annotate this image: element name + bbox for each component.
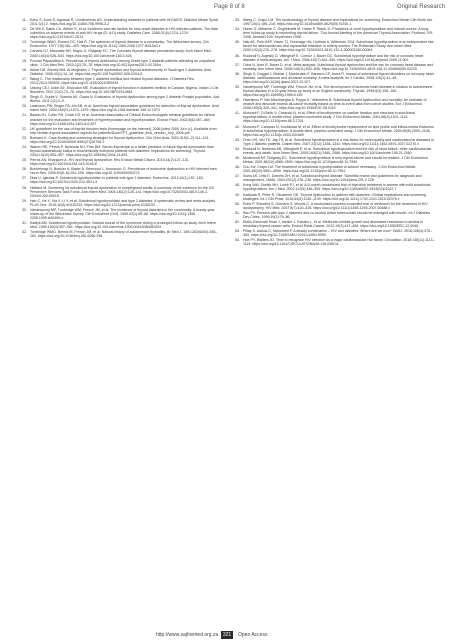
reference-entry — [235, 229, 435, 237]
reference-entry — [22, 230, 222, 238]
reference-text: Hak AE, Pols HAP, Visser TJ, Drexhage HA, Hofman A, Witteman JCM. Subclinical hypothyroidism is an independent risk factor for atherosclerosis and myocardial infarction in elderly women: The Rotterdam Study. Ann Intern Med. 2000;132(4):270–278. https://doi.org/10.7326/0003-4819-132-4-200002150-00004 — [243, 40, 434, 53]
reference-text: Perros AN, Khangure A. HIV and thyroid dysfunction. Rev Endocr Metab Disord. 2013;14(2):127–131. https://doi.org/10.1007/s11154-013-9248-6 — [30, 158, 190, 167]
reference-number: 44. — [235, 146, 240, 151]
reference-text: Singh G, Gupta V, Sharma AK, Gupta N. Evaluation of thyroid dysfunction among type 2 diabetic Punjabi population. Adv Biores. 2011;2(2):3–9. — [30, 95, 220, 104]
reference-entry — [235, 85, 435, 97]
reference-text: Pozzan Papazafeia A. Prevalence of thyroid dysfunction among Greek type 2 diabetic patients attending an outpatient clinic. J Clin Med Res. 2010;2(2):75–78. https://doi.org/10.4021/jocmr2010.03.281w — [30, 58, 215, 67]
reference-text: Wang C. The relationship between type 2 diabetes mellitus and related thyroid diseases. J Diabetes Res. 2013;2013:390534. https://doi.org/10.1155/2013/390534 — [30, 76, 195, 85]
reference-text: Wang C, Crapo LM. The epidemiology of thyroid disease and implications for screening. Endocrinol Metab Clin North Am. 1997;26(1):189–218. https://doi.org/10.1016/s0889-8529(05)70240-1 — [243, 18, 434, 27]
reference-entry — [235, 165, 435, 173]
reference-text: De Wit S, Sabin CA, Weber R, et al. Incidence and risk factors for new-onset diabetes in HIV-infected patients. The data collection on adverse events of anti-HIV drugs (D: A:D) study. Diabetes Care. 2008;31(6):1224–1229. https://doi.org/10.2337/dc07-2013 — [30, 27, 218, 40]
reference-number: 33. — [235, 18, 240, 22]
reference-text: Rohit P, Shevdha S, Gorbach S, Woods C. A randomized placebo-controlled trial of metformin for the treatment of HIV lipodystrophy. HIV Med. 2007;8(7):420–426. https://doi.org/10.1111/j.1468-1293.2007.00488.x — [243, 201, 428, 210]
reference-text: Surks MI, Ortiz E, Daniels GH, et al. Subclinical thyroid disease: Scientific review and guidelines for diagnosis and management. JAMA. 2004;291(2):228–238. https://doi.org/10.1001/jama.291.2.228 — [243, 174, 422, 183]
reference-text: UK guidelines for the use of thyroid function tests [homepage on the Internet]. 2006 [cited 2006 Jul n.d.]. Available from: http://british-thyroid-association.org/info-for-patients/Docs/TFT_guideline_final_version_July_2006.pdf — [30, 126, 218, 135]
reference-text: Helfand M. Screening for subclinical thyroid dysfunction in nonpregnant adults: A summary of the evidence for the US Preventive Services Task Force. Ann Intern Med. 2004;140(2):128–141. https://doi.org/10.7326/0003-4819-140-2-200401200-00015 — [30, 185, 214, 198]
reference-number: 29. — [22, 198, 27, 203]
reference-number: 20. — [22, 104, 27, 109]
reference-entry — [235, 220, 435, 228]
reference-entry — [235, 202, 435, 210]
reference-text: Kahu S, Koris D, Agrawal R, Unnikrishnan AG. Understanding diabetes in patients with HIV/AIDS. Diabetol Metab Syndr. 2011;3(1):2. https://doi.org/10.1186/1758-5996-3-2 — [30, 18, 219, 27]
reference-text: Tunbridge WMG, Brewis M, French JM, et al. Natural history of autoimmune thyroiditis. Br Med J. 1981;282(6260):258–262. https://doi.org/10.1136/bmj.282.6260.258 — [30, 230, 218, 239]
reference-number: 30. — [22, 207, 27, 212]
reference-entry — [235, 156, 435, 164]
reference-text: Haentjens P, Van Meerhaeghe A, Poppe K, Velkeniers B. Subclinical thyroid dysfunction and mortality: An estimate of relative and absolute excess all-cause mortality based on time-to-event data from cohort studies. Eur J Endocrinol. 2008;159(3):329–341. https://doi.org/10.1530/EJE-08-0110 — [243, 98, 427, 111]
reference-entry — [235, 18, 435, 26]
reference-number: 49. — [235, 192, 240, 197]
reference-number: 19. — [22, 95, 27, 100]
article-type-label: Original Research — [396, 4, 445, 10]
reference-entry — [235, 138, 435, 146]
reference-number: 32. — [22, 230, 27, 235]
reference-number: 54. — [235, 238, 240, 243]
reference-number: 17. — [22, 76, 27, 81]
reference-text: Baskin HJ, Cobin RH, Duick DS, et al. American Association of Clinical Endocrinologists medical guidelines for clinical practice for the evaluation and treatment of hyperthyroidism and hypothyroidism. Endocr Pract. 2002;8(6):457–469. https://doi.org/10.4158/1934-2403-8.6.457 — [30, 113, 215, 126]
reference-text: Udiong CEJ, Udoh AE, Etukudoh ME. Evaluation of thyroid function in diabetes mellitus in Calabar, Nigeria. Indian J Clin Biochem. 2007;22(2):74–78. https://doi.org/10.1007/BF02912884 — [30, 86, 219, 95]
reference-text: Rao PV. Persons with type 2 diabetes and co-morbid active tuberculosis should be managed with insulin. Int J Diabetes Dev Ctries. 1999;19(1):79–86. — [243, 210, 431, 219]
reference-text: Monzani F, Di Bello V, Caraccio N, et al. Effect of levothyroxine on cardiac function and structure in subclinical hypothyroidism: A double blind, placebo-controlled study. J Clin Endocrinol Metab. 2001;86(3):1110–1115. https://doi.org/10.1210/jcem.86.3.7291 — [243, 111, 415, 124]
reference-number: 36. — [235, 53, 240, 58]
reference-entry — [22, 186, 222, 198]
reference-text: Bonkirimayi N, Bonuier A, Bader A, Semrouni L, Amouroux G. Prevalence of endocrine dysfunction in HIV infected men. Horm Res. 2000;54(5–6):294–295. https://doi.org/10.1159/000053274 — [30, 167, 218, 176]
reference-entry — [22, 59, 222, 67]
reference-text: Kong WM, Sheikh MH, Lumb PJ, et al. A 6-month randomized trial of thyroxine treatment in women with mild subclinical hypothyroidism. Am J Med. 2002;112(5):348–354. https://doi.org/10.1016/s0002-9343(02)01022-7 — [243, 183, 431, 192]
reference-entry — [22, 49, 222, 57]
reference-text: Monzani F, Caraccio N, Kozàkowà M, et al. Effect of levothyroxine replacement on lipid profile and intima-media thickness in subclinical hypothyroidism: A double-blind, placebo-controlled study. J Clin Endocrinol Metab. 2004;89(5):2099–2106. https://doi.org/10.1210/jc.2003-031669 — [243, 124, 434, 137]
reference-number: 45. — [235, 156, 240, 161]
reference-text: Pillay S, Aldous C, Mahomed F. A deadly combination – HIV and diabetes: Where are we now? SAMJ. 2016;106(4):378–383. https://doi.org/10.7196/SAMJ.2016.v106i4.9950 — [243, 229, 433, 238]
reference-entry — [235, 125, 435, 137]
reference-text: Chen HS, Wu TE, Jap TS, et al. Subclinical hypothyroidism is a risk factor for nephropathy and cardiovascular diseases in Type 2 diabetic patients. Diabet Med. 2007;24(12):1336–1344. https://doi.org/10.1111/j.1464-5491.2007.02270.x — [243, 137, 434, 146]
reference-number: 35. — [235, 40, 240, 45]
reference-entry — [22, 176, 222, 184]
reference-text: Mcdermott MT, Ridgway EC. Subclinical hypothyroidism is mild thyroid failure and should be treated. J Clin Endocrinol Metab. 2001;86(10):4585–4590. https://doi.org/10.1210/jcem.86.10.7959 — [243, 156, 428, 165]
reference-entry — [235, 72, 435, 84]
open-access-label: Open Access — [238, 632, 268, 638]
reference-text: Huber G, Mitrache C, Guglielmetti M, Huber P, Staub JJ. Predictors of overt hypothyroidism and natural course: A long-term follow-up study in impending thyroid failure. 71st Annual Meeting of the American Thyroid Association; Portland, OR; 1998. Abstract 109; September 1998. — [243, 27, 433, 40]
reference-text: Ladenson PW, Singer PA, Ain KB, et al. American thyroid association guidelines for detection of thyroid dysfunction. Arch Intern Med. 2000;160(11):1573–1575. https://doi.org/10.1001/archinte.160.11.1573 — [30, 104, 220, 113]
reference-entry — [235, 54, 435, 62]
reference-number: 31. — [22, 221, 27, 226]
reference-entry — [235, 147, 435, 155]
reference-number: 25. — [22, 158, 27, 163]
reference-number: 37. — [235, 62, 240, 67]
reference-number: 13. — [22, 40, 27, 45]
reference-number: 24. — [22, 144, 27, 149]
reference-entry — [22, 221, 222, 229]
references-left-column — [22, 18, 222, 239]
reference-entry — [22, 113, 222, 125]
reference-entry — [22, 158, 222, 166]
reference-entry — [22, 40, 222, 48]
reference-entry — [22, 145, 222, 157]
reference-number: 22. — [22, 126, 27, 131]
reference-entry — [22, 167, 222, 175]
page-footer — [0, 632, 453, 640]
reference-entry — [235, 174, 435, 182]
reference-number: 40. — [235, 98, 240, 103]
reference-entry — [22, 208, 222, 220]
reference-text: Rodondi N, Aujesky D, Vittinghoff E, Cornuz J, Bauer DC. Subclinical hypothyroidism and the risk of coronary heart disease: A meta-analysis. Am J Med. 2006;119(7):541–551. https://doi.org/10.1016/j.amjmed.2005.11.001 — [243, 53, 424, 62]
reference-text: Dias U, Iglesias P. Subclinical hypothyroidism in patients with type 2 diabetes. Endocrine. 2012;42(1):157–163. https://doi.org/10.1007/s12020-012-9621-9 — [30, 176, 204, 185]
reference-entry — [22, 77, 222, 85]
reference-text: Akbar DH, Ahmed MM, Al-Mughales J. Thyroid dysfunction and thyroid autoimmunity in Saudi type 2 diabetics. Acta Diabetol. 2006;43(1):14–18. https://doi.org/10.1007/s00592-006-0204-6 — [30, 67, 212, 76]
reference-number: 16. — [22, 67, 27, 72]
reference-number: 50. — [235, 201, 240, 206]
reference-text: Kadiyala R, Peter R, Okosieme OE. Thyroid dysfunction in patients with diabetes: Clinical implications and screening strategies. Int J Clin Pract. 2010;64(8):1130–1139. https://doi.org/10.1111/j.1742-1241.2010.02376.x — [243, 192, 426, 201]
reference-number: 51. — [235, 210, 240, 215]
reference-text: Tunbridge WMG, Evered DC, Hall R. The spectrum of thyroid disease in a community: The Whickham survey. Clin Endocrinol. 1977;7(6):481–493. https://doi.org/10.1111/j.1365-2265.1977.tb01340.x — [30, 40, 209, 49]
reference-entry — [235, 193, 435, 201]
reference-number: 27. — [22, 176, 27, 181]
reference-entry — [22, 104, 222, 112]
reference-number: 42. — [235, 124, 240, 129]
reference-text: Hoe PY, Walters JD. Time to recognise HIV infection as a major cardiovascular risk factor. Circulation. 2018;138(11):1113–1115. https://doi.org/10.1161/CIRCULATIONAHA.118.036211 — [243, 238, 435, 247]
reference-number: 11. — [22, 18, 27, 22]
reference-entry — [235, 183, 435, 191]
reference-entry — [22, 136, 222, 144]
reference-text: Boelaert K. Case-finding and screening strategies for thyroid dysfunction. Clin Chim Acta. 2002;315(1–2):111–124. https://doi.org/10.1016/s0009-8981(01)00706-2 — [30, 135, 210, 144]
reference-text: Vanderpump MP, Tunbridge WM, French JM, et al. The incidence of thyroid disorders in the community: A twenty-year follow-up of the Whickham Survey. Clin Endocrinol (Oxf). 1995;43(1):55–68. https://doi.org/10.1111/j.1365-2265.1995.tb01894.x — [30, 207, 215, 220]
reference-number: 15. — [22, 58, 27, 63]
reference-text: Warren RE, Perros P, Nyirenda MJ, Frier BM. Serum thyrotropin is a better predictor of future thyroid dysfunction than thyroid autoantibody status in biochemically euthyroid patients with diabetes: implications for screening. Thyroid. 2004;14(10):853–857. https://doi.org/10.1089/thy.2004.14.853 — [30, 144, 215, 158]
reference-number: 28. — [22, 185, 27, 190]
reference-text: Kadiyil AM. Subclinical hypothyroidism. Natural course of the syndrome during a prolonged follow-up study. Arch Intern Med. 1990;150(4):957–961. https://doi.org/10.1001/archinte.1993.00410080082004 — [30, 221, 216, 230]
reference-number: 53. — [235, 229, 240, 234]
reference-text: Canaris GJ, Manowitz NR, Mayor G, Ridgway EC. The Colorado thyroid disease prevalence study. Arch Intern Med. 2000;160(4):526–534. https://doi.org/10.1001/archinte.160.4.526 — [30, 49, 212, 58]
reference-text: Han C, He X, Xia X, Li Y, et al. Subclinical hypothyroidism and type 2 diabetes: A systematic review and meta-analysis. PLoS One. 2015;10(8):e0135233. https://doi.org/10.1371/journal.pone.0135233 — [30, 198, 216, 207]
page-label: Page 8 of 8 — [214, 4, 245, 10]
reference-entry — [22, 27, 222, 39]
reference-number: 41. — [235, 111, 240, 116]
journal-url-link[interactable]: http://www.sajhivmed.org.za — [156, 632, 219, 638]
reference-number: 26. — [22, 167, 27, 172]
reference-entry — [22, 199, 222, 207]
reference-number: 38. — [235, 71, 240, 76]
reference-number: 21. — [22, 113, 27, 118]
reference-entry — [22, 127, 222, 135]
page-number: 321 — [222, 632, 232, 638]
reference-number: 14. — [22, 49, 27, 54]
reference-number: 48. — [235, 183, 240, 188]
reference-entry — [235, 238, 435, 246]
reference-text: Chu JW, Crapo LM. The treatment of subclinical hypothyroidism is seldom necessary. J Clin Endocrinol Metab. 2001;86(10):4591–4599. https://doi.org/10.1210/jcem.86.10.7961 — [243, 165, 417, 174]
reference-number: 43. — [235, 137, 240, 142]
reference-number: 23. — [22, 135, 27, 140]
reference-text: Elabo-Ekwonde Hose J, Isiraire J, Ezeaku L, et al. Metformin inhibits growth and decreases resistance to anoikis in medullary thyroid cancer cells. Endocr Relat Cancer. 2012;19(3):447–456. https://doi.org/10.1530/ERC-12-0046 — [243, 220, 424, 229]
reference-entry — [235, 27, 435, 39]
reference-number: 18. — [22, 86, 27, 91]
reference-entry — [22, 68, 222, 76]
reference-entry — [22, 86, 222, 94]
reference-entry — [22, 95, 222, 103]
reference-entry — [235, 40, 435, 52]
reference-number: 46. — [235, 165, 240, 170]
reference-entry — [22, 18, 222, 26]
reference-text: Singh S, Duggal J, Molnar J, Maldonado F, Barsano CP, Arora R. Impact of subclinical thyroid disorders on coronary heart disease, cardiovascular and all-cause mortality: A meta-analysis. Int J Cardiol. 2008;125(1):41–48. https://doi.org/10.1016/j.ijcard.2007.02.027 — [243, 71, 434, 84]
references-right-column — [235, 18, 435, 247]
reference-number: 39. — [235, 84, 240, 89]
reference-text: Vanderpump MP, Tunbridge WM, French JM, et al. The development of ischemic heart disease in relation to autoimmune thyroid disease in a 20-year follow-up study of an English community. Thyroid. 1996;6(3):155–160. https://doi.org/10.1089/thy.1996.6.155 — [243, 84, 433, 98]
reference-entry — [235, 63, 435, 71]
reference-entry — [235, 111, 435, 123]
reference-number: 12. — [22, 27, 27, 32]
reference-text: Ochs N, Auer R, Bauer D, et al. Meta-analysis: Subclinical thyroid dysfunction and the risk for coronary heart disease and mortality. Ann Intern Med. 2008;148(11):832–845. https://doi.org/10.7326/0003-4819-148-11-200806030-00225 — [243, 62, 434, 71]
page-header — [0, 4, 453, 14]
reference-entry — [235, 98, 435, 110]
reference-number: 34. — [235, 27, 240, 32]
reference-number: 47. — [235, 174, 240, 179]
reference-text: Rodondi N, Newman AB, Vittinghoff E, et al. Subclinical hypothyroidism and the risk of heart failure, other cardiovascular events, and death. Arch Intern Med. 2005;165(21):2460–2466. https://doi.org/10.1001/archinte.165.21.2460 — [243, 146, 432, 155]
reference-entry — [235, 211, 435, 219]
reference-number: 52. — [235, 220, 240, 224]
